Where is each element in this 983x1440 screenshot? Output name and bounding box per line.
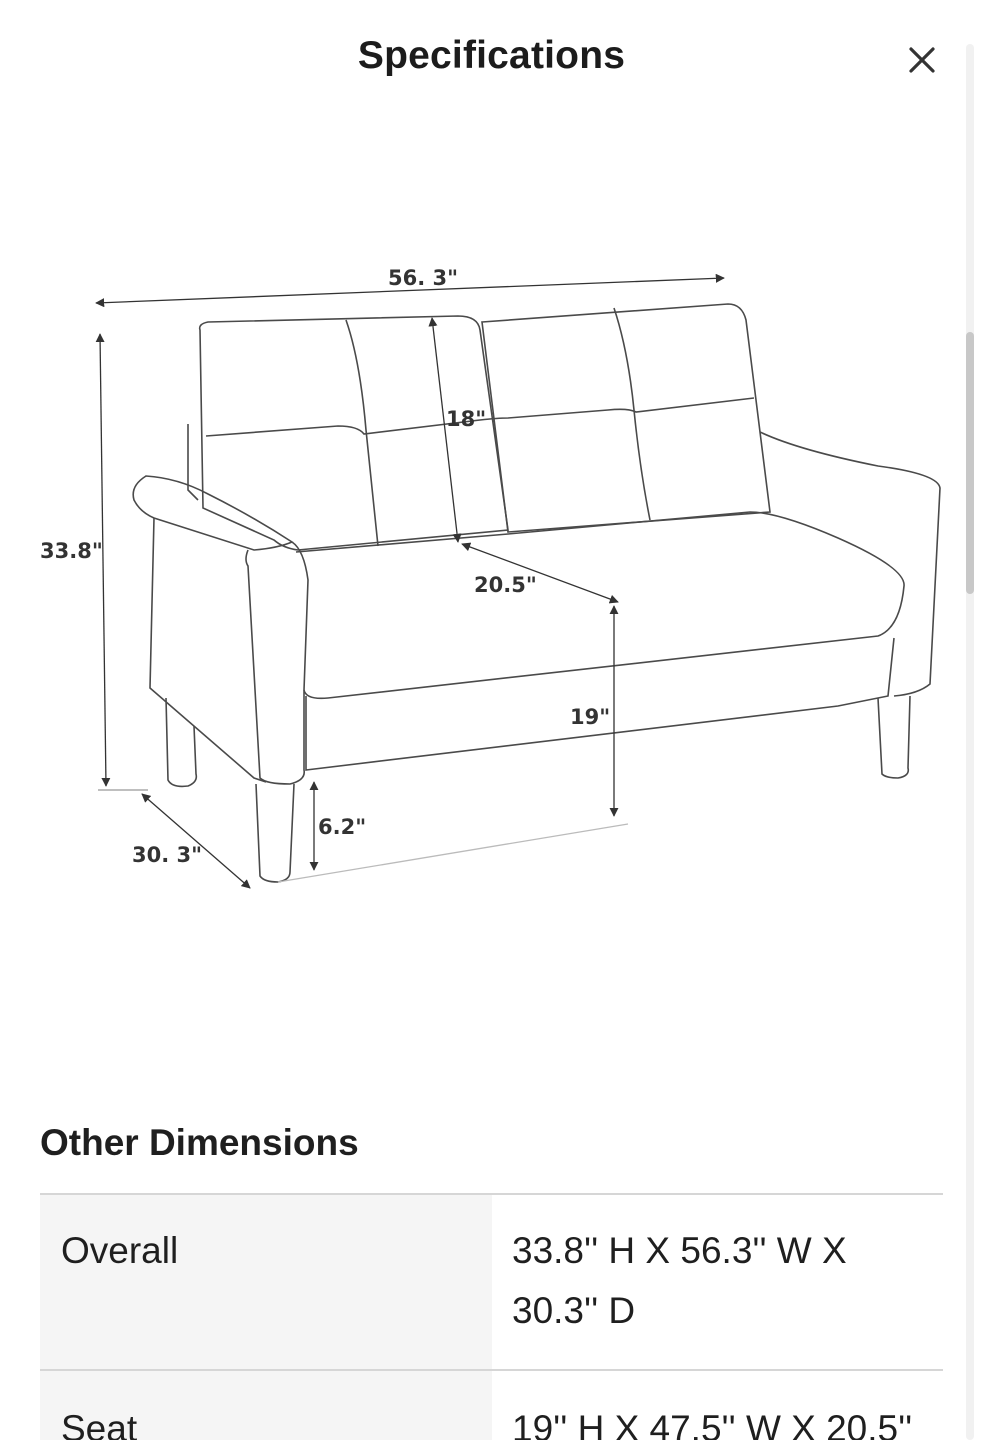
- dimension-label: Seat: [40, 1371, 492, 1440]
- width-label: 56. 3": [388, 266, 459, 290]
- modal-title: Specifications: [357, 34, 626, 77]
- depth-label: 30. 3": [132, 843, 203, 867]
- scrollbar-track[interactable]: [966, 44, 974, 1440]
- back-height-label: 18": [446, 407, 487, 431]
- scrollbar-thumb[interactable]: [966, 332, 974, 594]
- dimension-value: 19'' H X 47.5'' W X 20.5'': [512, 1408, 913, 1440]
- table-row: [40, 1371, 943, 1440]
- close-icon: [900, 38, 944, 82]
- dimension-lines: [96, 278, 724, 888]
- height-label: 33.8": [40, 539, 103, 563]
- other-dimensions-title: Other Dimensions: [40, 1122, 359, 1163]
- seat-depth-label: 20.5": [474, 573, 537, 597]
- leg-height-label: 6.2": [318, 815, 367, 839]
- seat-height-label: 19": [570, 705, 611, 729]
- dimension-value: 33.8'' H X 56.3'' W X 30.3'' D: [512, 1230, 847, 1331]
- dimension-label: Overall: [40, 1195, 492, 1369]
- dimension-labels: [40, 266, 610, 867]
- sofa-dimension-diagram: [38, 250, 948, 900]
- table-row: [40, 1195, 943, 1371]
- dimensions-table: [40, 1193, 943, 1440]
- close-button[interactable]: [900, 38, 944, 82]
